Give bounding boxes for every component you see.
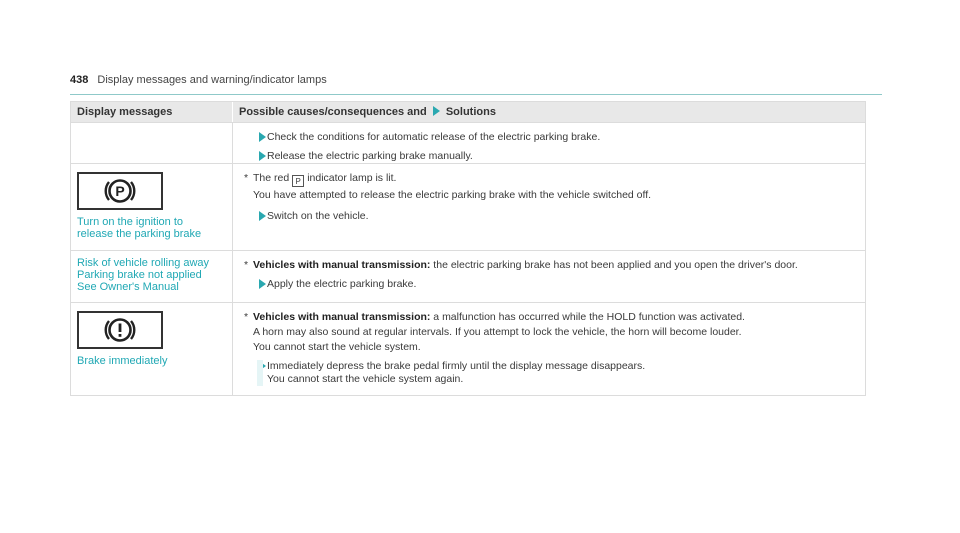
message-line: release the parking brake bbox=[77, 228, 202, 240]
parking-brake-icon bbox=[77, 172, 163, 210]
table-row bbox=[71, 250, 865, 302]
triangle-right-icon bbox=[259, 132, 266, 142]
messages-table bbox=[70, 101, 866, 396]
asterisk: * bbox=[244, 311, 249, 323]
triangle-right-icon bbox=[259, 279, 266, 289]
cause-text bbox=[241, 311, 859, 324]
solution-cell bbox=[233, 251, 865, 302]
triangle-right-icon bbox=[433, 106, 440, 116]
table-header bbox=[71, 102, 865, 122]
cause-text bbox=[241, 172, 859, 187]
step-text: Apply the electric parking brake. bbox=[267, 278, 417, 290]
asterisk: * bbox=[244, 259, 249, 271]
cause-text-part: indicator lamp is lit. bbox=[307, 172, 397, 184]
message-line: Turn on the ignition to bbox=[77, 216, 183, 228]
triangle-right-icon bbox=[259, 151, 266, 161]
svg-text:P: P bbox=[115, 183, 125, 199]
cause-text-part: a malfunction has occurred while the HOLD function was activated. bbox=[430, 311, 745, 323]
step-item bbox=[241, 150, 859, 163]
message-cell bbox=[71, 123, 233, 163]
asterisk: * bbox=[244, 172, 249, 184]
step-text: Release the electric parking brake manually. bbox=[267, 150, 473, 162]
step-text: Switch on the vehicle. bbox=[267, 210, 369, 222]
message-cell bbox=[71, 251, 233, 302]
message-line: See Owner's Manual bbox=[77, 281, 179, 293]
table-row bbox=[71, 302, 865, 395]
cause-text bbox=[241, 259, 859, 272]
solution-cell bbox=[233, 123, 865, 163]
message-line: Brake immediately bbox=[77, 355, 168, 367]
step-note: You cannot start the vehicle system again. bbox=[241, 373, 859, 386]
message-cell bbox=[71, 164, 233, 250]
cause-text-part: The red bbox=[253, 172, 290, 184]
consequence-text: You cannot start the vehicle system. bbox=[253, 341, 421, 353]
column-header-solutions-label: Solutions bbox=[445, 106, 496, 118]
step-item bbox=[241, 131, 859, 144]
column-header-display-messages: Display messages bbox=[71, 102, 233, 122]
brake-warning-icon bbox=[77, 311, 163, 349]
step-item bbox=[241, 360, 859, 373]
message-line: Risk of vehicle rolling away bbox=[77, 257, 210, 269]
step-text: Immediately depress the brake pedal firmly until the display message disappears. bbox=[267, 360, 646, 372]
cause-bold: Vehicles with manual transmission: bbox=[253, 259, 431, 271]
message-cell bbox=[71, 303, 233, 395]
message-line: Parking brake not applied bbox=[77, 269, 202, 281]
step-item bbox=[241, 278, 859, 291]
cause-text-part: the electric parking brake has not been applied and you open the driver's door. bbox=[430, 259, 798, 271]
table-row bbox=[71, 122, 865, 163]
page-number: 438 bbox=[70, 74, 89, 86]
column-header-causes bbox=[233, 102, 865, 122]
step-item bbox=[241, 210, 859, 223]
step-text: Check the conditions for automatic release of the electric parking brake. bbox=[267, 131, 601, 143]
table-row bbox=[71, 163, 865, 250]
solution-cell bbox=[233, 303, 865, 395]
column-header-causes-label: Possible causes/consequences and bbox=[239, 106, 427, 118]
consequence-text: You have attempted to release the electric parking brake with the vehicle switched off. bbox=[253, 189, 652, 201]
triangle-right-icon bbox=[259, 211, 266, 221]
solution-cell bbox=[233, 164, 865, 250]
cause-bold: Vehicles with manual transmission: bbox=[253, 311, 431, 323]
page-header-title: Display messages and warning/indicator lamps bbox=[97, 74, 327, 86]
consequence-text: A horn may also sound at regular intervals. If you attempt to lock the vehicle, the horn will become louder. bbox=[253, 326, 742, 338]
parking-indicator-icon: P bbox=[292, 175, 304, 187]
page-header bbox=[70, 74, 882, 95]
